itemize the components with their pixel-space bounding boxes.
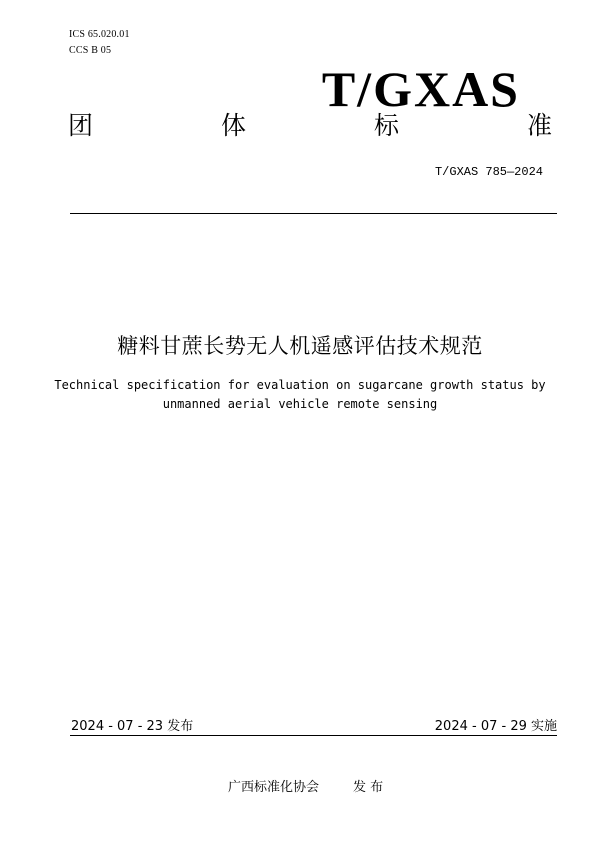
title-chinese: 糖料甘蔗长势无人机遥感评估技术规范	[117, 334, 483, 358]
issuer-name: 广西标准化协会	[228, 780, 320, 795]
standard-logo: T/GXAS	[321, 61, 520, 117]
standard-type-heading	[68, 110, 552, 142]
standard-type-char: 体	[220, 111, 246, 140]
standard-type-char: 准	[526, 111, 552, 140]
standard-type-char: 标	[373, 111, 399, 140]
title-english-line-2: unmanned aerial vehicle remote sensing	[162, 397, 438, 411]
top-divider	[70, 213, 557, 214]
ccs-code: CCS B 05	[69, 45, 112, 56]
standard-type-char: 团	[68, 111, 94, 140]
implement-date: 2024 - 07 - 29 实施	[434, 719, 557, 734]
ics-code: ICS 65.020.01	[69, 29, 130, 40]
publish-date: 2024 - 07 - 23 发布	[71, 719, 194, 734]
issuer-action: 发 布	[353, 780, 384, 795]
bottom-divider	[70, 735, 557, 736]
standard-number: T/GXAS 785—2024	[434, 165, 543, 179]
title-english-line-1: Technical specification for evaluation on sugarcane growth status by	[54, 378, 546, 392]
